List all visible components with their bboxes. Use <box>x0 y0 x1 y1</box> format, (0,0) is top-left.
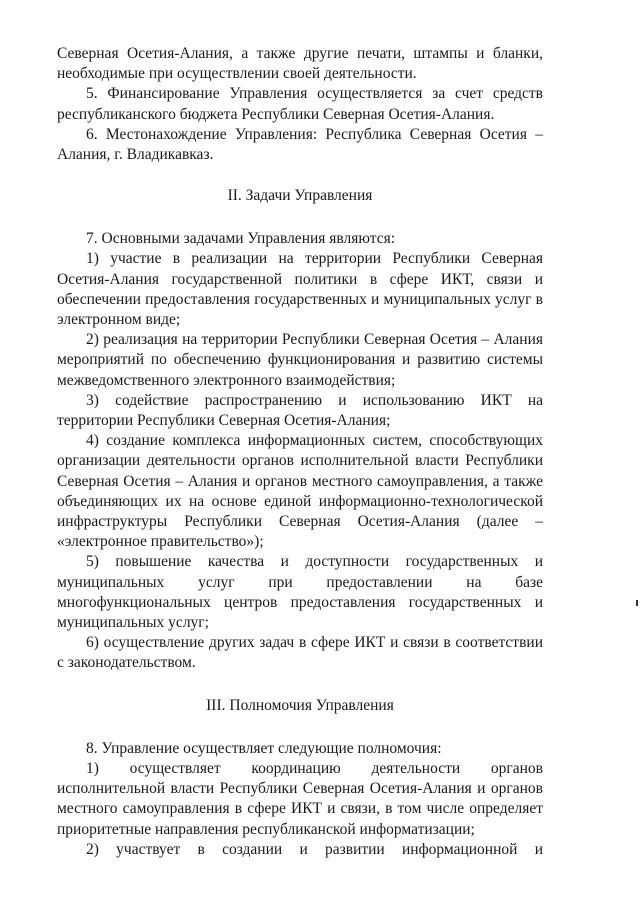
document-body <box>57 44 543 860</box>
paragraph-financing: 5. Финансирование Управления осуществляется за счет средств республиканского бюджета Республики Северная Осетия-Алания. <box>57 85 543 123</box>
task-item-4: 4) создание комплекса информационных систем, способствующих организации деятельности органов исполнительной власти Республики Северная Осетия – Алания и органов местного самоуправления, а также объединяющих их на основе единой информационно-технологической инфраструктуры Республики Северная Осетия-Алания (далее – «электронное правительство»); <box>57 432 543 551</box>
task-item-1: 1) участие в реализации на территории Республики Северная Осетия-Алания государственной политики в сфере ИКТ, связи и обеспечении предоставления государственных и муниципальных услуг в электронном виде; <box>57 250 543 329</box>
task-item-3: 3) содействие распространению и использованию ИКТ на территории Республики Северная Осетия-Алания; <box>57 391 543 430</box>
powers-intro: 8. Управление осуществляет следующие полномочия: <box>86 739 442 757</box>
section-heading-powers: III. Полномочия Управления <box>206 696 394 714</box>
task-item-6: 6) осуществление других задач в сфере ИКТ и связи в соответствии с законодательством. <box>57 634 543 672</box>
tasks-intro: 7. Основными задачами Управления являются: <box>86 230 396 248</box>
power-item-2: 2) участвует в создании и развитии информационной и <box>86 840 543 858</box>
paragraph-continuation: Северная Осетия-Алания, а также другие печати, штампы и бланки, необходимые при осуществлении своей деятельности. <box>57 45 543 83</box>
task-item-5: 5) повышение качества и доступности государственных и муниципальных услуг при предоставлении на базе многофункциональных центров предоставления государственных и муниципальных услуг; <box>57 553 543 632</box>
power-item-1: 1) осуществляет координацию деятельности органов исполнительной власти Республики Северная Осетия-Алания и органов местного самоуправления в сфере ИКТ и связи, в том числе определяет приоритетные направления республиканской информатизации; <box>57 759 543 838</box>
paragraph-location: 6. Местонахождение Управления: Республика Северная Осетия – Алания, г. Владикавказ. <box>57 125 543 164</box>
section-heading-tasks: II. Задачи Управления <box>227 187 373 205</box>
scan-edge-mark <box>636 600 638 606</box>
task-item-2: 2) реализация на территории Республики Северная Осетия – Алания мероприятий по обеспечению функционирования и развитию системы межведомственного электронного взаимодействия; <box>57 331 543 389</box>
